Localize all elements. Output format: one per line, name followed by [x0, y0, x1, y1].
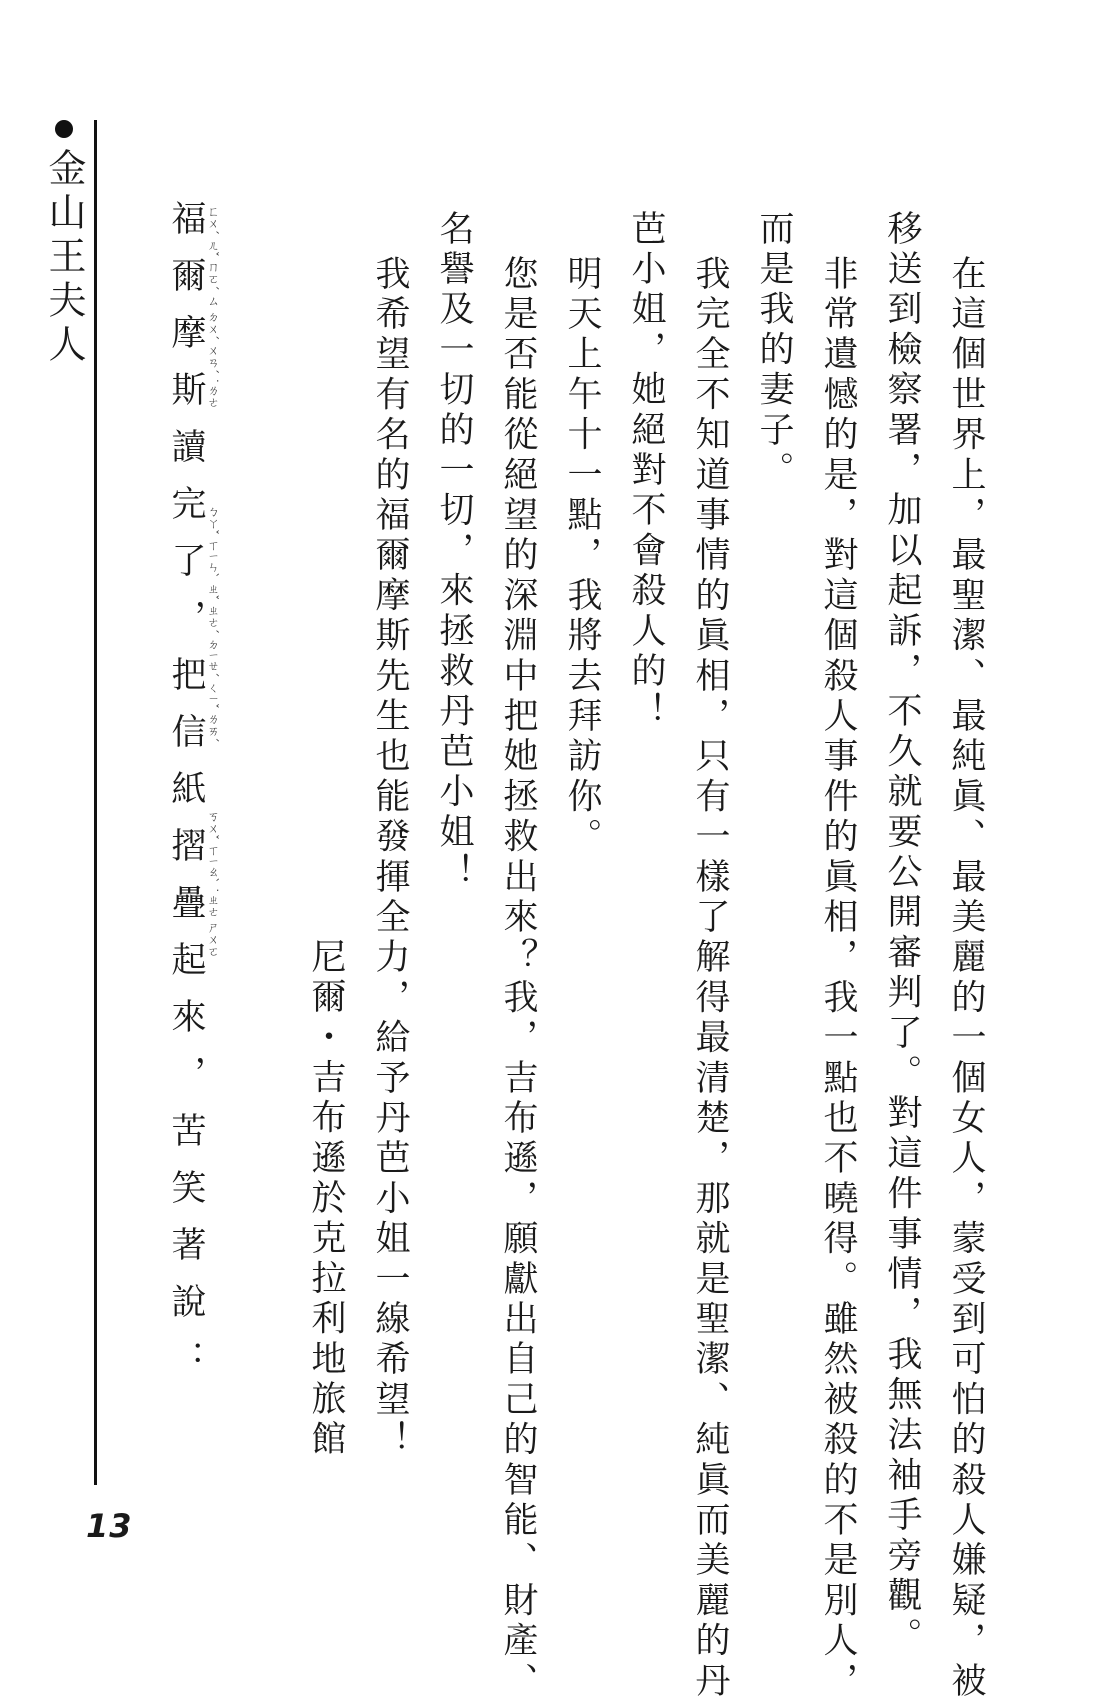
running-title [44, 120, 84, 368]
bullet-icon [55, 120, 73, 138]
text-line-9: 名譽及一切的一切，來拯救丹芭小姐！ [434, 210, 474, 894]
book-title-text: 金山王夫人 [42, 148, 86, 368]
text-line-7: 明天上午十一點，我將去拜訪你。 [562, 255, 602, 858]
signature-line: 尼爾・吉布遜於克拉利地旅館 [306, 938, 346, 1461]
narration-line: 福爾摩斯讀完了，把信紙摺疊起來，苦笑著說： [166, 200, 206, 1397]
page-number: 13 [86, 1507, 133, 1545]
text-line-2: 移送到檢察署，加以起訴，不久就要公開審判了。對這件事情，我無法袖手旁觀。 [882, 210, 922, 1658]
text-line-4: 而是我的妻子。 [754, 210, 794, 492]
text-line-3: 非常遺憾的是，對這個殺人事件的眞相，我一點也不曉得。雖然被殺的不是別人， [818, 255, 858, 1702]
text-line-10: 我希望有名的福爾摩斯先生也能發揮全力，給予丹芭小姐一線希望！ [370, 255, 410, 1461]
bopomofo-annotation-1: ㄈㄨˊ ㄦˇ ㄇㄛˊ ㄙ ㄉㄨˊ ㄨㄢˊ ˙ㄌㄜ [206, 205, 220, 408]
text-line-6: 芭小姐，她絕對不會殺人的！ [626, 210, 666, 733]
text-line-1: 在這個世界上，最聖潔、最純眞、最美麗的一個女人，蒙受到可怕的殺人嫌疑，被 [946, 255, 986, 1702]
text-line-5: 我完全不知道事情的眞相，只有一樣了解得最清楚，那就是聖潔、純眞而美麗的丹 [690, 255, 730, 1702]
bopomofo-annotation-3: ㄎㄨˇ ㄒㄧㄠˋ ˙ㄓㄜ ㄕㄨㄛ [206, 810, 220, 958]
text-line-8: 您是否能從絕望的深淵中把她拯救出來？我，吉布遜，願獻出自己的智能、財產、 [498, 255, 538, 1702]
bopomofo-annotation-2: ㄅㄚˇ ㄒㄧㄣˋ ㄓˇ ㄓㄜˊ ㄉㄧㄝˊ ㄑㄧˇ ㄌㄞˊ [206, 505, 220, 743]
margin-rule [94, 120, 97, 1485]
